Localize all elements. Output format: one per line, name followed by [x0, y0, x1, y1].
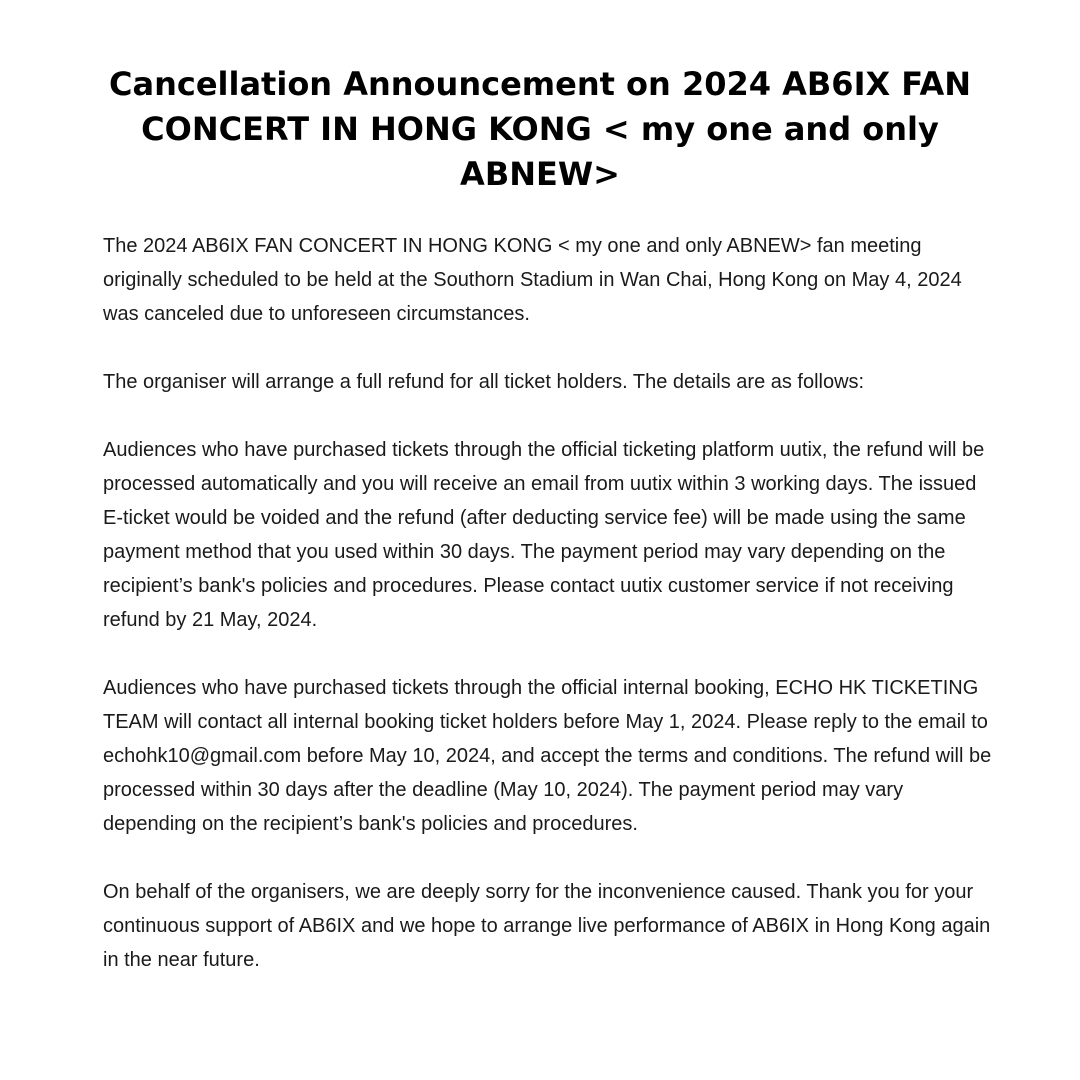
page-title: Cancellation Announcement on 2024 AB6IX FAN CONCERT IN HONG KONG < my one and only ABNEW>	[108, 65, 972, 193]
paragraph-internal-booking-refund: Audiences who have purchased tickets through the official internal booking, ECHO HK TICKETING TEAM will contact all internal booking ticket holders before May 1, 2024. Please reply to the email to echohk10@gmail.com before May 10, 2024, and accept the terms and conditions. The refund will be processed within 30 days after the deadline (May 10, 2024). The payment period may vary depending on the recipient’s bank's policies and procedures.	[103, 677, 992, 835]
paragraph-apology: On behalf of the organisers, we are deeply sorry for the inconvenience caused. Thank you for your continuous support of AB6IX and we hope to arrange live performance of AB6IX in Hong Kong again in the near future.	[103, 881, 991, 971]
paragraph-cancellation-notice: The 2024 AB6IX FAN CONCERT IN HONG KONG < my one and only ABNEW> fan meeting originally scheduled to be held at the Southorn Stadium in Wan Chai, Hong Kong on May 4, 2024 was canceled due to unforeseen circumstances.	[103, 235, 962, 325]
paragraph-uutix-refund: Audiences who have purchased tickets through the official ticketing platform uutix, the refund will be processed automatically and you will receive an email from uutix within 3 working days. The issued E-ticket would be voided and the refund (after deducting service fee) will be made using the same payment method that you used within 30 days. The payment period may vary depending on the recipient’s bank's policies and procedures. Please contact uutix customer service if not receiving refund by 21 May, 2024.	[103, 439, 985, 631]
announcement-body	[103, 229, 993, 977]
paragraph-refund-intro: The organiser will arrange a full refund for all ticket holders. The details are as follows:	[103, 371, 865, 393]
